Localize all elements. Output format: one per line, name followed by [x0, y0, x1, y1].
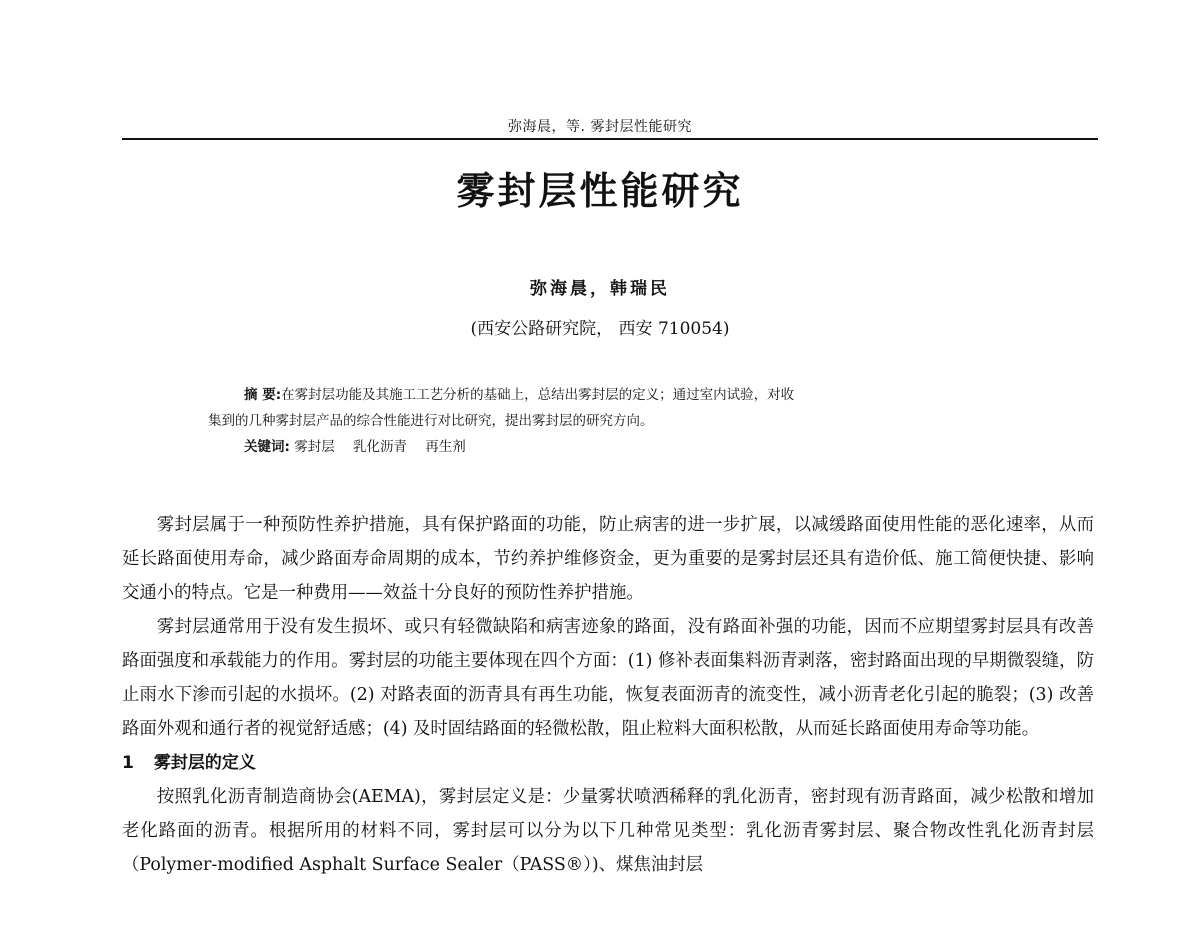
abstract-text-line2: 集到的几种雾封层产品的综合性能进行对比研究，提出雾封层的研究方向。	[208, 413, 654, 429]
section-title: 雾封层的定义	[153, 753, 256, 773]
keyword: 再生剂	[425, 439, 466, 455]
section-number: 1	[122, 753, 134, 773]
abstract	[208, 382, 1018, 460]
paragraph: 按照乳化沥青制造商协会(AEMA)，雾封层定义是：少量雾状喷洒稀释的乳化沥青，密封现有沥青路面，减少松散和增加老化路面的沥青。根据所用的材料不同，雾封层可以分为以下几种常见类型：乳化沥青雾封层、聚合物改性乳化沥青封层（Polymer-modified Asphalt Surface Sealer（PASS®）)、煤焦油封层	[122, 787, 1094, 875]
keywords-label: 关键词:	[244, 439, 290, 455]
abstract-text-line1: 在雾封层功能及其施工工艺分析的基础上，总结出雾封层的定义；通过室内试验，对收	[281, 387, 795, 403]
body-text	[122, 508, 1094, 882]
keyword: 雾封层	[294, 439, 335, 455]
affiliation: (西安公路研究院， 西安 710054)	[470, 319, 730, 339]
keyword: 乳化沥青	[353, 439, 407, 455]
abstract-first-line	[208, 382, 1018, 408]
header-rule	[122, 138, 1098, 140]
authors: 弥海晨，韩瑞民	[530, 279, 670, 299]
paragraph: 雾封层通常用于没有发生损坏、或只有轻微缺陷和病害迹象的路面，没有路面补强的功能，因而不应期望雾封层具有改善路面强度和承载能力的作用。雾封层的功能主要体现在四个方面：(1) 修补表面集料沥青剥落，密封路面出现的早期微裂缝，防止雨水下渗而引起的水损坏。(2) 对路表面的沥青具有再生功能，恢复表面沥青的流变性，减小沥青老化引起的脆裂；(3) 改善路面外观和通行者的视觉舒适感；(4) 及时固结路面的轻微松散，阻止粒料大面积松散，从而延长路面使用寿命等功能。	[122, 617, 1094, 739]
section-heading	[122, 746, 1094, 780]
running-header: 弥海晨，等. 雾封层性能研究	[508, 119, 692, 135]
paragraph: 雾封层属于一种预防性养护措施，具有保护路面的功能，防止病害的进一步扩展，以减缓路面使用性能的恶化速率，从而延长路面使用寿命，减少路面寿命周期的成本，节约养护维修资金，更为重要的是雾封层还具有造价低、施工简便快捷、影响交通小的特点。它是一种费用——效益十分良好的预防性养护措施。	[122, 515, 1094, 603]
abstract-label: 摘 要:	[244, 387, 282, 403]
paper-title: 雾封层性能研究	[456, 169, 744, 213]
keywords	[208, 434, 1018, 460]
